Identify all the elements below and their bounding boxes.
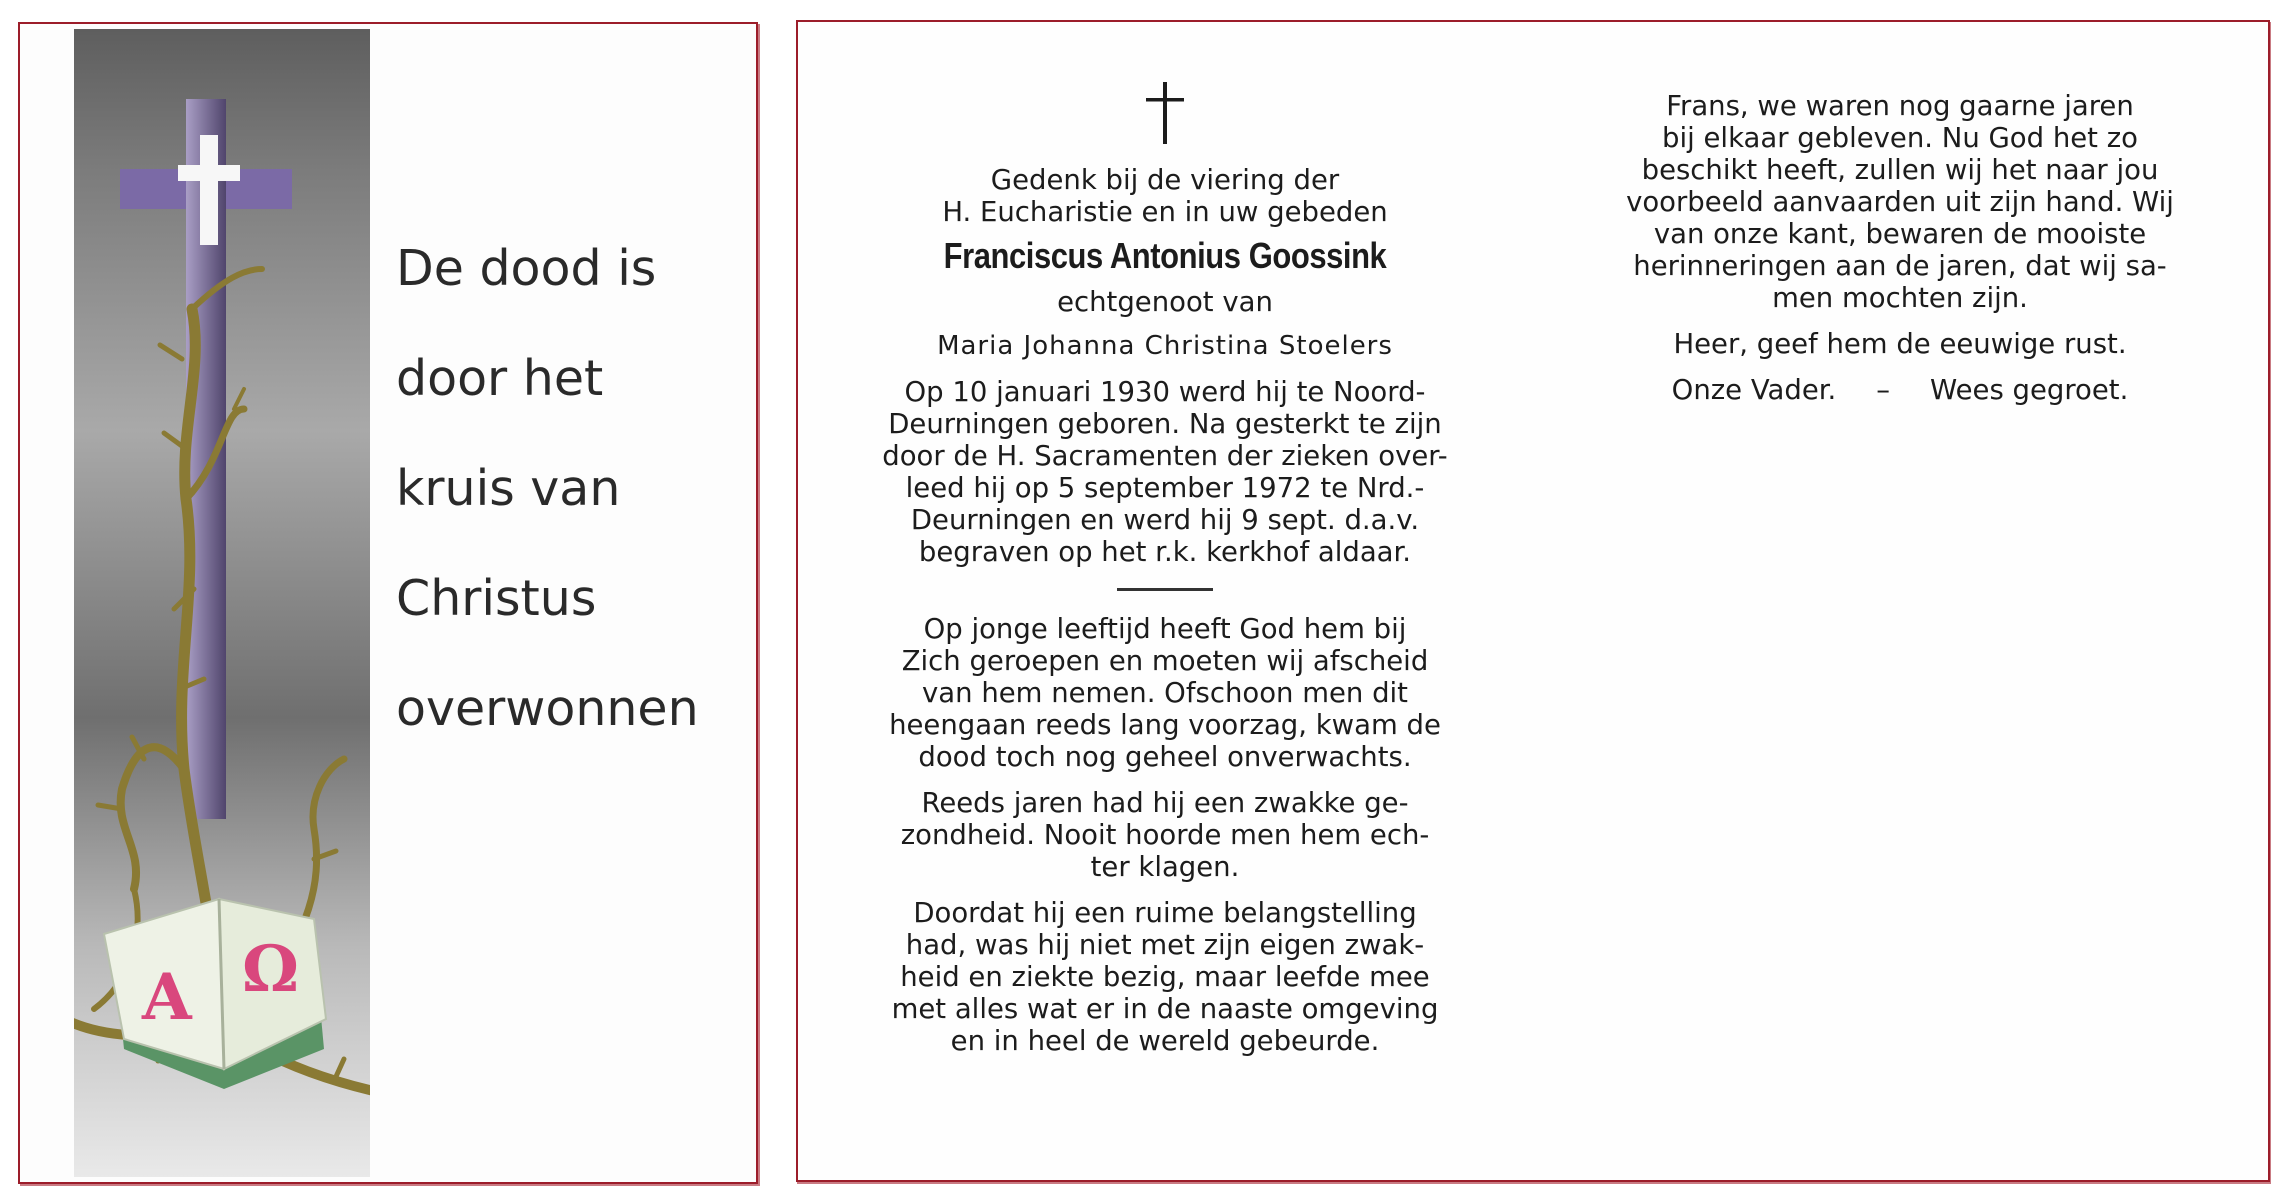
bio-line: Op 10 januari 1930 werd hij te Noord- [904, 376, 1426, 408]
right-text-column [1604, 90, 2196, 406]
paragraph-line: ter klagen. [1090, 851, 1240, 883]
rest-prayer: Heer, geef hem de eeuwige rust. [1673, 328, 2127, 360]
biography [870, 376, 1460, 568]
deceased-name: Franciscus Antonius Goossink [943, 235, 1387, 276]
spouse-name: Maria Johanna Christina Stoelers [937, 331, 1393, 361]
bio-line: begraven op het r.k. kerkhof aldaar. [918, 536, 1412, 568]
paragraph-line: en in heel de wereld gebeurde. [950, 1025, 1380, 1057]
section-divider [1117, 588, 1213, 591]
paragraph-line: Op jonge leeftijd heeft God hem bij [923, 613, 1407, 645]
prayer-our-father: Onze Vader. [1671, 374, 1837, 406]
motto-line: kruis van [396, 460, 621, 517]
spouse-intro: echtgenoot van [1057, 286, 1273, 318]
bio-line: door de H. Sacramenten der zieken over- [882, 440, 1448, 472]
farewell-line: beschikt heeft, zullen wij het naar jou [1641, 154, 2159, 186]
paragraph-line: dood toch nog geheel onverwachts. [918, 741, 1412, 773]
motto-line: door het [396, 350, 604, 407]
paragraph-line: zondheid. Nooit hoorde men hem ech- [900, 819, 1430, 851]
paragraph-line: Reeds jaren had hij een zwakke ge- [921, 787, 1409, 819]
paragraph-line: van hem nemen. Ofschoon men dit [922, 677, 1408, 709]
motto-line: De dood is [396, 240, 657, 297]
paragraph [870, 787, 1460, 883]
alpha-symbol: A [142, 960, 192, 1035]
paragraph [870, 897, 1460, 1057]
memorial-card-front [18, 22, 758, 1184]
cross-icon [1142, 82, 1188, 144]
bio-line: leed hij op 5 september 1972 te Nrd.- [905, 472, 1425, 504]
farewell-line: voorbeeld aanvaarden uit zijn hand. Wij [1626, 186, 2174, 218]
farewell-line: herinneringen aan de jaren, dat wij sa- [1633, 250, 2167, 282]
motto-text [396, 214, 736, 764]
farewell-line: bij elkaar gebleven. Nu God het zo [1662, 122, 2138, 154]
intro-line: Gedenk bij de viering der [990, 164, 1340, 196]
prayer-dash: – [1876, 374, 1891, 406]
left-text-column [870, 82, 1460, 1071]
motto-line: overwonnen [396, 680, 699, 737]
paragraph-line: had, was hij niet met zijn eigen zwak- [905, 929, 1425, 961]
paragraph-line: heid en ziekte bezig, maar leefde mee [900, 961, 1430, 993]
farewell-line: van onze kant, bewaren de mooiste [1653, 218, 2147, 250]
farewell-line: men mochten zijn. [1772, 282, 2028, 314]
bio-line: Deurningen geboren. Na gesterkt te zijn [888, 408, 1442, 440]
paragraph [870, 613, 1460, 773]
motto-line: Christus [396, 570, 597, 627]
illustration-panel [74, 29, 370, 1177]
paragraph-line: heengaan reeds lang voorzag, kwam de [889, 709, 1441, 741]
intro-line: H. Eucharistie en in uw gebeden [942, 196, 1388, 228]
intro-text [870, 164, 1460, 228]
cross-icon [120, 99, 292, 819]
farewell-line: Frans, we waren nog gaarne jaren [1666, 90, 2134, 122]
prayers [1604, 374, 2196, 406]
omega-symbol: Ω [242, 932, 299, 1007]
bio-line: Deurningen en werd hij 9 sept. d.a.v. [910, 504, 1420, 536]
illustration-art [74, 29, 370, 1177]
farewell-paragraph [1604, 90, 2196, 314]
prayer-hail-mary: Wees gegroet. [1930, 374, 2129, 406]
paragraph-line: Zich geroepen en moeten wij afscheid [901, 645, 1429, 677]
paragraph-line: met alles wat er in de naaste omgeving [891, 993, 1439, 1025]
paragraph-line: Doordat hij een ruime belangstelling [913, 897, 1417, 929]
memorial-card-inside [796, 20, 2270, 1182]
